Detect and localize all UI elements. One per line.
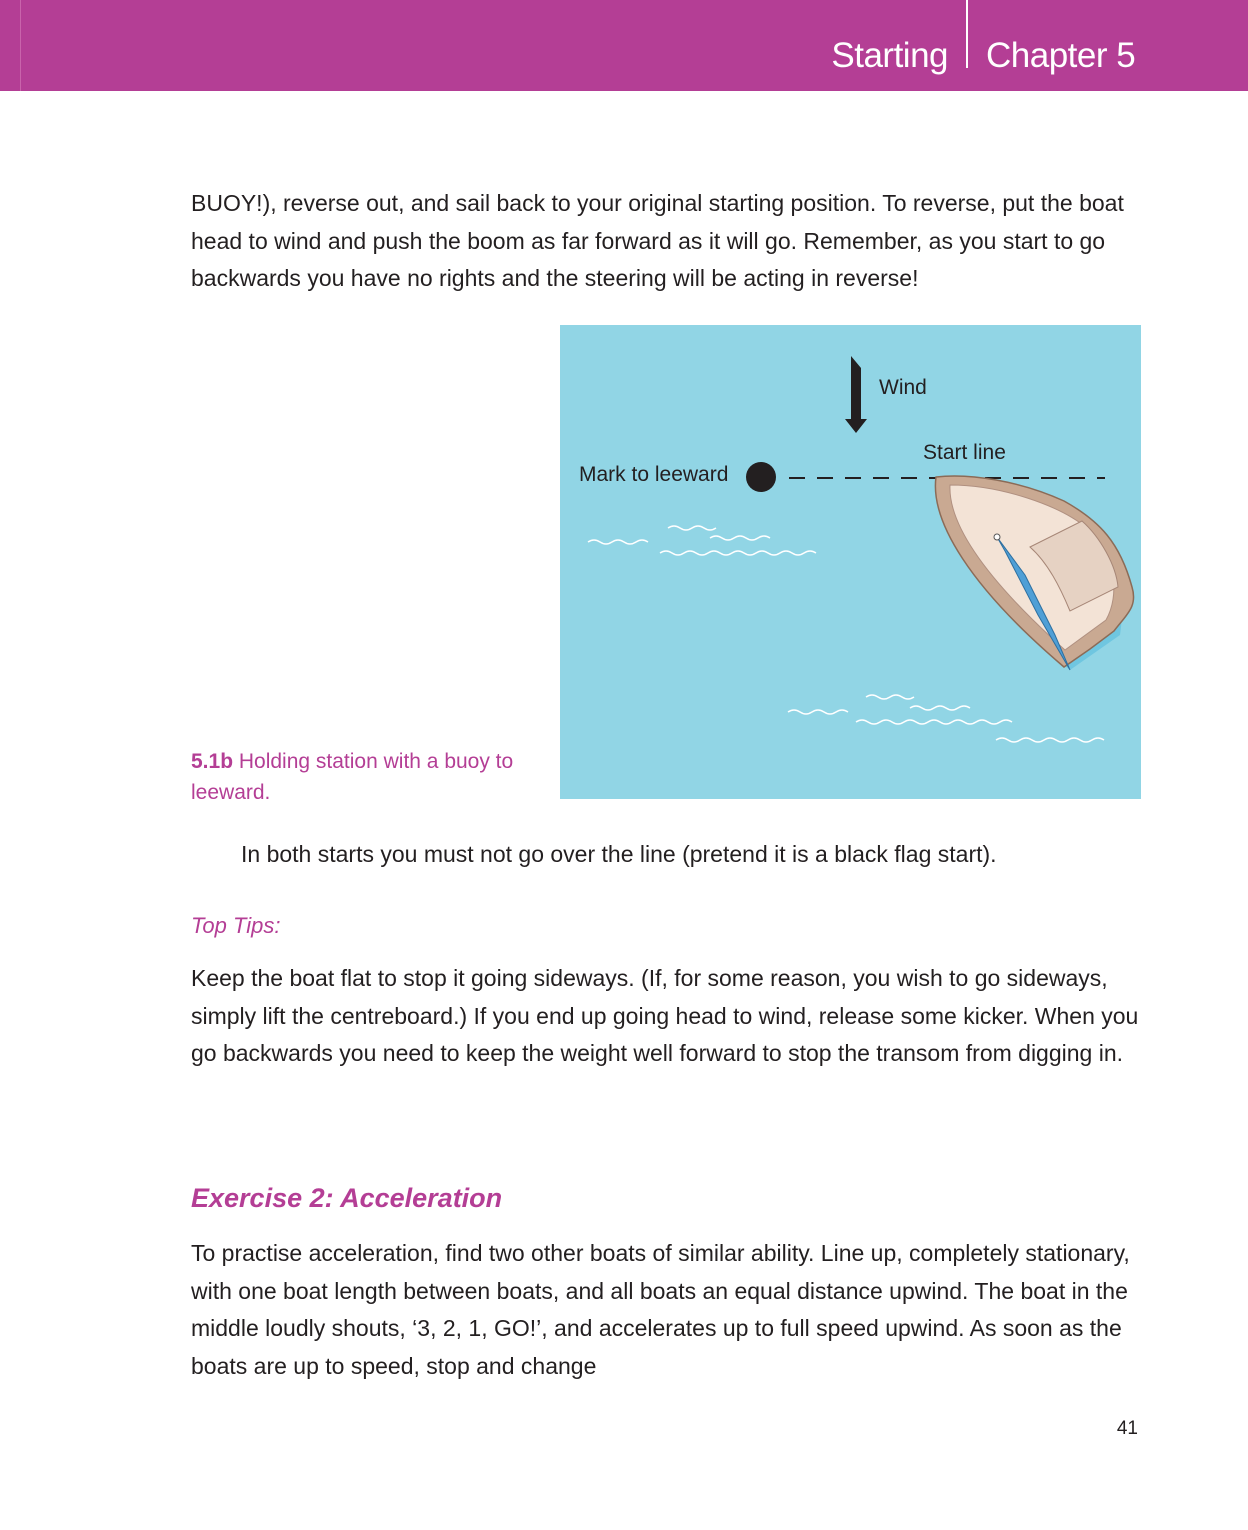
header-edge-line bbox=[20, 0, 21, 91]
header-chapter-title: Chapter 5 bbox=[986, 36, 1136, 75]
header-divider bbox=[966, 0, 968, 68]
page-number: 41 bbox=[1116, 1418, 1138, 1439]
caption-number: 5.1b bbox=[191, 750, 234, 773]
diagram-drawing bbox=[560, 325, 1141, 799]
body-paragraph-1: BUOY!), reverse out, and sail back to your original starting position. To reverse, put the boat head to wind and push the boom as far forward as it will go. Remember, as you start to go backwards you have no rights and the steering will be acting in reverse! bbox=[191, 190, 1124, 291]
top-tips-heading: Top Tips: bbox=[191, 913, 281, 938]
header-section-title: Starting bbox=[831, 36, 948, 75]
body-paragraph-3: Keep the boat flat to stop it going sideways. (If, for some reason, you wish to go sideways, simply lift the centreboard.) If you end up going head to wind, release some kicker. When you go backwards you need to keep the weight well forward to stop the transom from digging in. bbox=[191, 965, 1139, 1066]
figure-start-diagram bbox=[560, 325, 1141, 799]
mark-buoy bbox=[746, 462, 776, 492]
caption-text: Holding station with a buoy to leeward. bbox=[191, 750, 514, 804]
wind-label: Wind bbox=[879, 376, 927, 399]
wind-arrow-icon bbox=[845, 356, 867, 433]
mark-label: Mark to leeward bbox=[579, 463, 729, 486]
start-line-label: Start line bbox=[923, 441, 1006, 464]
dinghy-illustration bbox=[935, 476, 1133, 670]
body-paragraph-2: In both starts you must not go over the line (pretend it is a black flag start). bbox=[241, 841, 997, 867]
exercise-heading: Exercise 2: Acceleration bbox=[191, 1183, 503, 1213]
header-bar bbox=[0, 0, 1248, 91]
body-paragraph-4: To practise acceleration, find two other boats of similar ability. Line up, completely stationary, with one boat length between boats, and all boats an equal distance upwind. The boat in the middle loudly shouts, ‘3, 2, 1, GO!’, and accelerates up to full speed upwind. As soon as the boats are up to speed, stop and change bbox=[191, 1240, 1130, 1379]
figure-caption bbox=[191, 746, 531, 808]
